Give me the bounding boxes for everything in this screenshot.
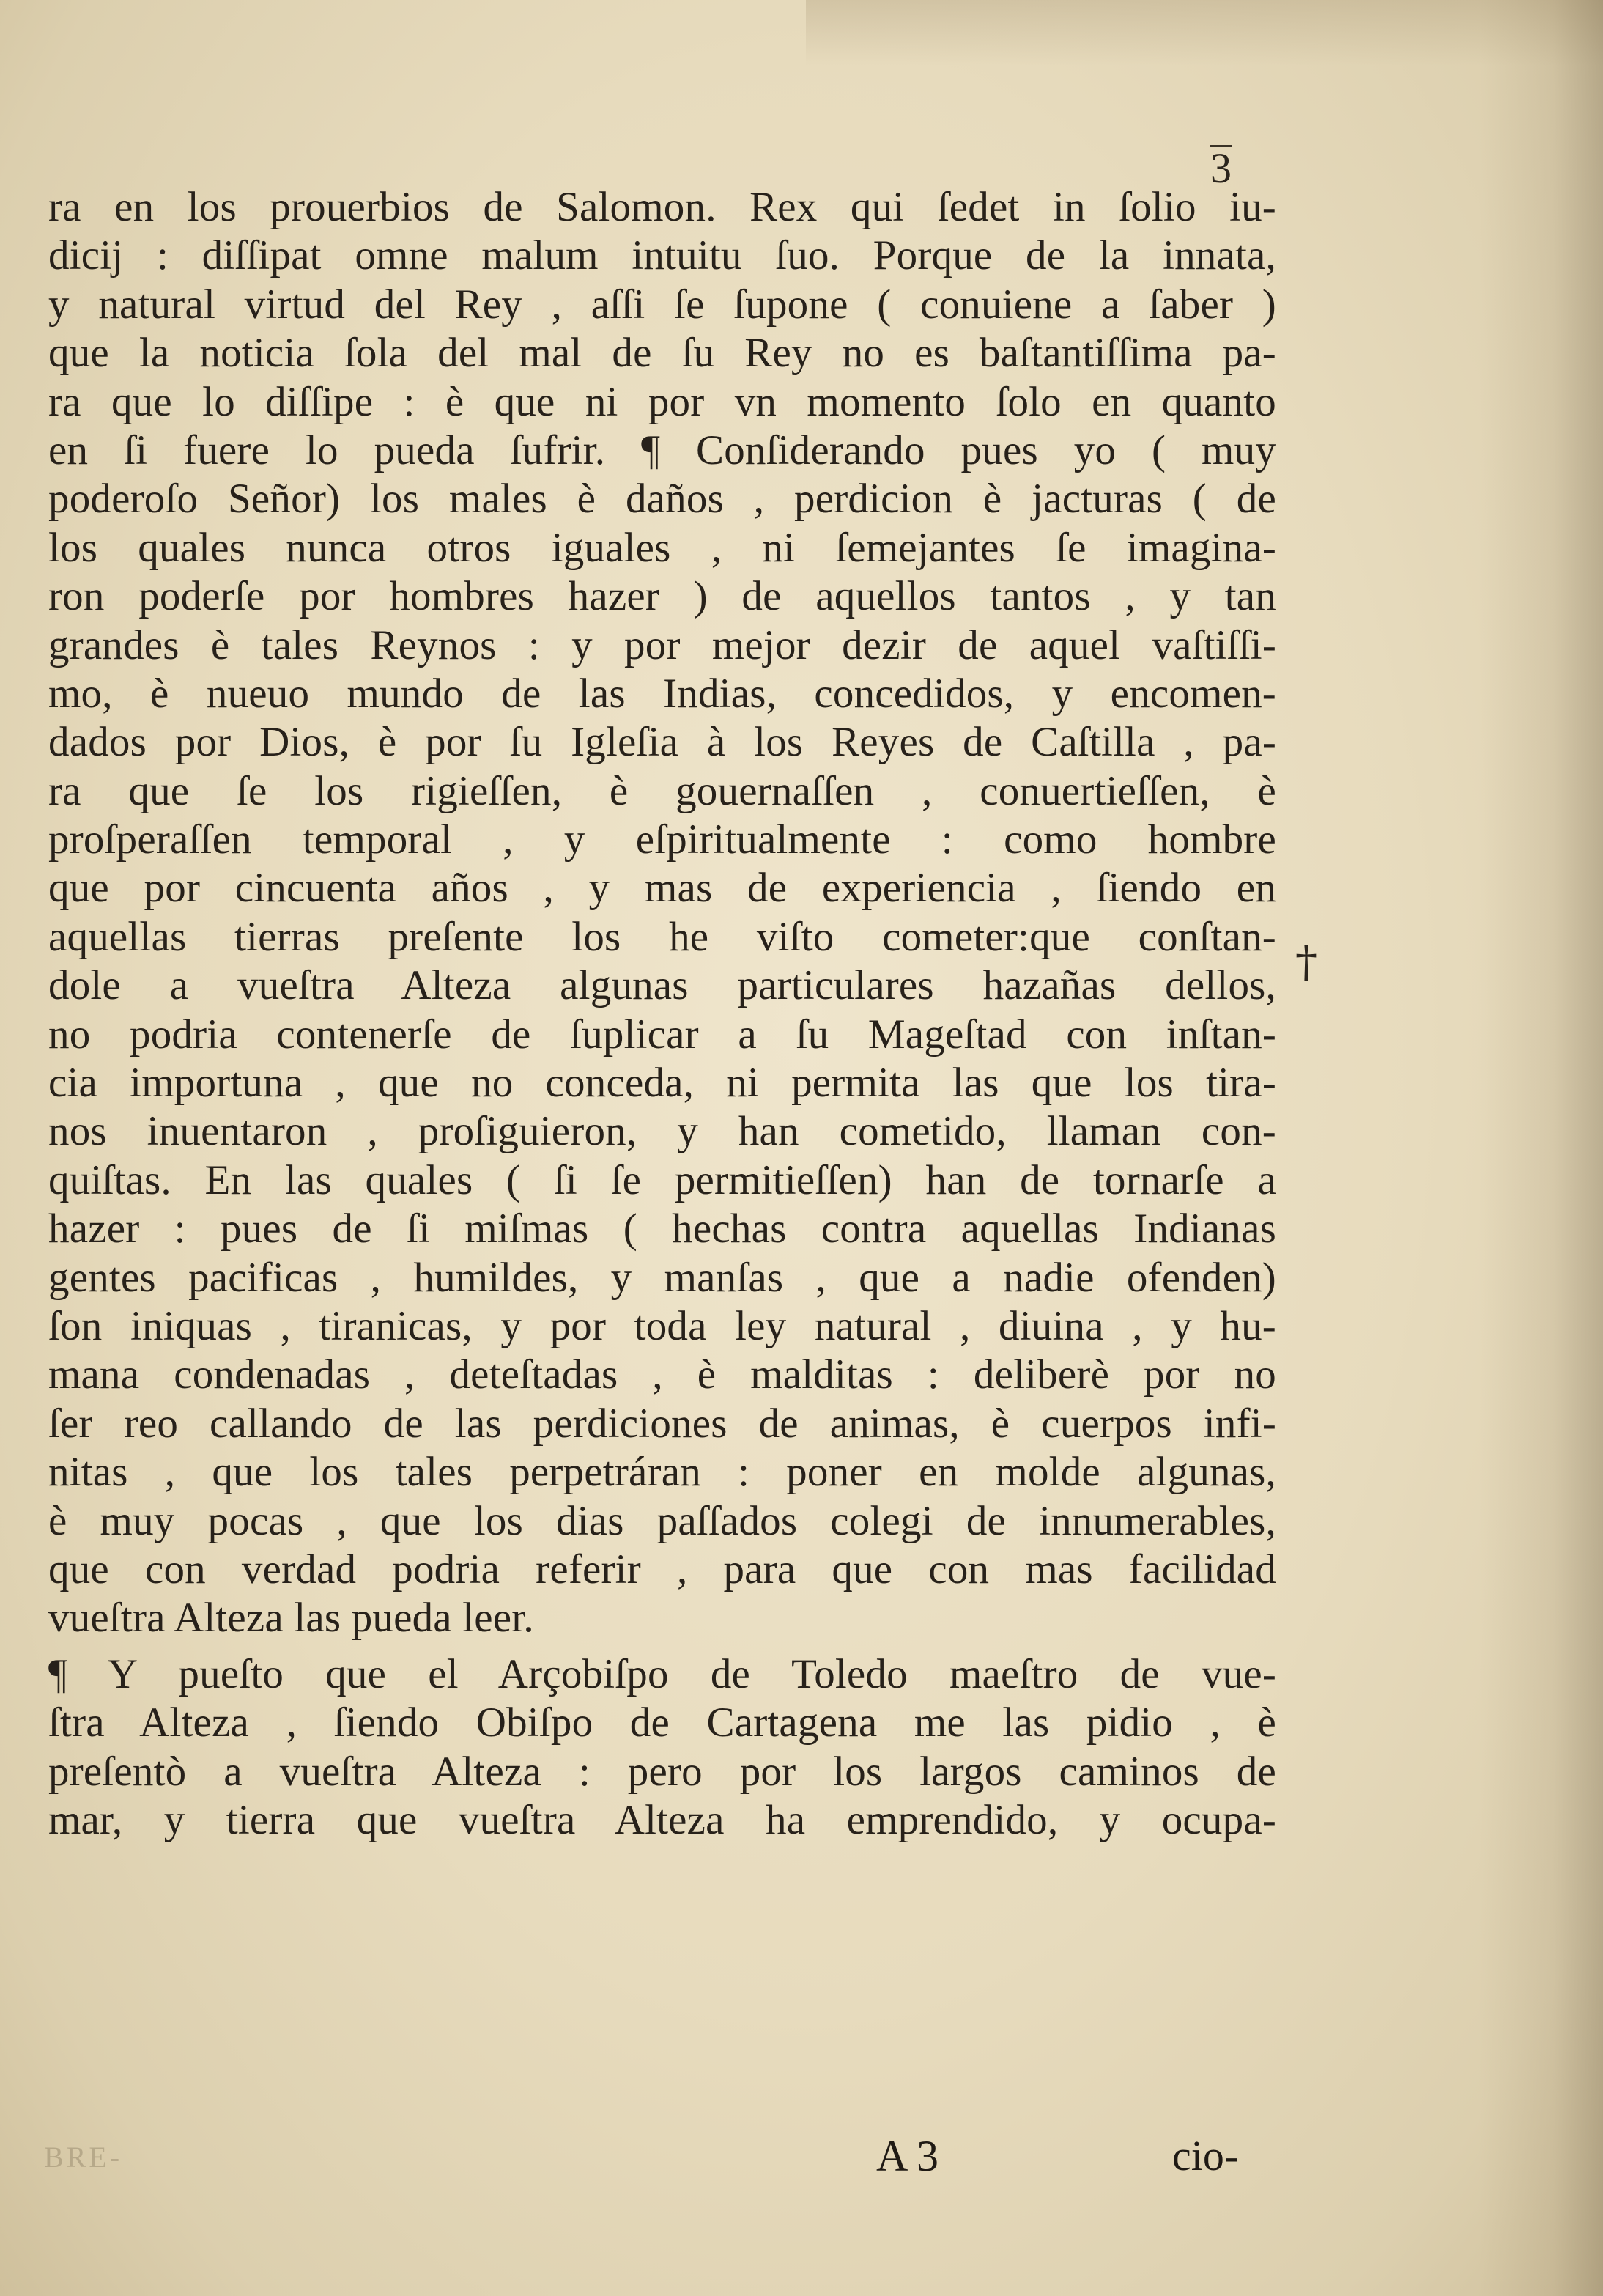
text-line: ra que lo diſſipe : è que ni por vn momento ſolo en quanto <box>48 378 1276 425</box>
text-line: mana condenadas , deteſtadas , è malditas : deliberè por no <box>48 1351 1276 1398</box>
text-line: cia importuna , que no conceda, ni permita las que los tira- <box>48 1060 1276 1107</box>
text-line: preſentò a vueſtra Alteza : pero por los largos caminos de <box>48 1748 1276 1795</box>
body-text <box>48 183 1276 1845</box>
text-line: ſtra Alteza , ſiendo Obiſpo de Cartagena me las pidio , è <box>48 1699 1276 1746</box>
text-line: gentes pacificas , humildes, y manſas , que a nadie ofenden) <box>48 1254 1276 1301</box>
text-line: que la noticia ſola del mal de ſu Rey no es baſtantiſſima pa- <box>48 330 1276 377</box>
text-line: poderoſo Señor) los males è daños , perdicion è jacturas ( de <box>48 476 1276 523</box>
text-line: nitas , que los tales perpetráran : poner en molde algunas, <box>48 1449 1276 1496</box>
text-line: los quales nunca otros iguales , ni ſemejantes ſe imagina- <box>48 524 1276 571</box>
text-line: proſperaſſen temporal , y eſpiritualmente : como hombre <box>48 816 1276 863</box>
text-line: dole a vueſtra Alteza algunas particulares hazañas dellos, <box>48 962 1276 1009</box>
text-line: que con verdad podria referir , para que con mas facilidad <box>48 1546 1276 1592</box>
page-number: 3 <box>1210 144 1232 192</box>
text-line: ſon iniquas , tiranicas, y por toda ley natural , diuina , y hu- <box>48 1302 1276 1349</box>
text-line: mo, è nueuo mundo de las Indias, concedidos, y encomen- <box>48 670 1276 717</box>
margin-dagger-mark: † <box>1295 937 1317 988</box>
text-line: nos inuentaron , proſiguieron, y han cometido, llaman con- <box>48 1108 1276 1155</box>
text-line: hazer : pues de ſi miſmas ( hechas contra aquellas Indianas <box>48 1206 1276 1252</box>
text-line: y natural virtud del Rey , aſſi ſe ſupone ( conuiene a ſaber ) <box>48 281 1276 328</box>
text-line: dicij : diſſipat omne malum intuitu ſuo. Porque de la innata, <box>48 232 1276 279</box>
text-line: grandes è tales Reynos : y por mejor dezir de aquel vaſtiſſi- <box>48 621 1276 668</box>
text-line: ron poderſe por hombres hazer ) de aquellos tantos , y tan <box>48 573 1276 620</box>
signature-mark: A 3 <box>876 2132 939 2180</box>
text-line: quiſtas. En las quales ( ſi ſe permitieſſen) han de tornarſe a <box>48 1156 1276 1203</box>
bleed-through-text: BRE- <box>44 2141 123 2174</box>
text-line: ſer reo callando de las perdiciones de animas, è cuerpos infi- <box>48 1400 1276 1447</box>
catchword: cio- <box>1172 2132 1239 2179</box>
text-line: que por cincuenta años , y mas de experiencia , ſiendo en <box>48 865 1276 912</box>
text-line: no podria contenerſe de ſuplicar a ſu Mageſtad con inſtan- <box>48 1011 1276 1057</box>
text-line: en ſi fuere lo pueda ſufrir. ¶ Conſiderando pues yo ( muy <box>48 427 1276 473</box>
text-line: è muy pocas , que los dias paſſados colegi de innumerables, <box>48 1497 1276 1544</box>
text-line: ra que ſe los rigieſſen, è gouernaſſen , conuertieſſen, è <box>48 767 1276 814</box>
page-edge-shadow <box>1478 0 1603 2296</box>
text-line: ¶ Y pueſto que el Arçobiſpo de Toledo maeſtro de vue- <box>48 1650 1276 1697</box>
text-line: ra en los prouerbios de Salomon. Rex qui ſedet in ſolio iu- <box>48 184 1276 230</box>
text-line: vueſtra Alteza las pueda leer. <box>48 1595 534 1642</box>
text-line: dados por Dios, è por ſu Igleſia à los Reyes de Caſtilla , pa- <box>48 719 1276 766</box>
text-line: mar, y tierra que vueſtra Alteza ha emprendido, y ocupa- <box>48 1796 1276 1843</box>
text-line: aquellas tierras preſente los he viſto cometer:que conſtan- <box>48 913 1276 960</box>
